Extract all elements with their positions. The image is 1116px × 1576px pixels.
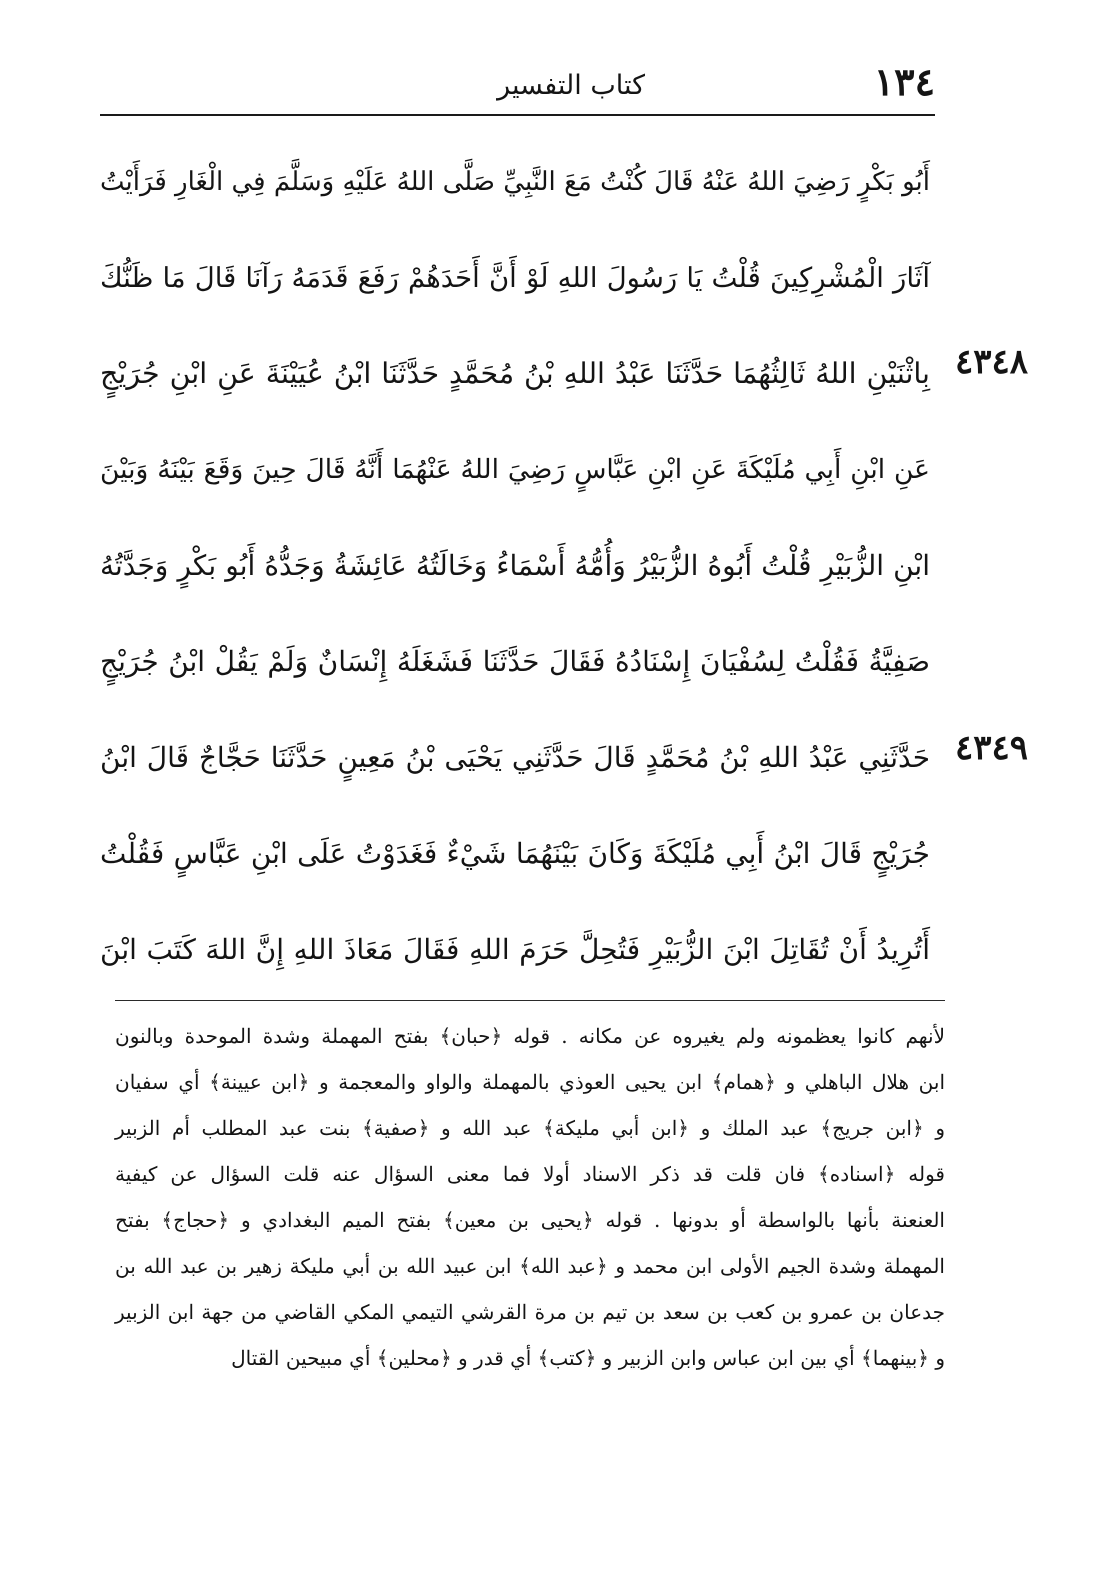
footnote-line: و ﴿ابن جريج﴾ عبد الملك و ﴿ابن أبي مليكة﴾ عبد الله و ﴿صفية﴾ بنت عبد المطلب أم الزبير	[115, 1116, 945, 1140]
text-line: أَبُو بَكْرٍ رَضِيَ اللهُ عَنْهُ قَالَ كُنْتُ مَعَ النَّبِيِّ صَلَّى اللهُ عَلَيْهِ وَسَلَّمَ فِي الْغَارِ فَرَأَيْتُ	[100, 167, 930, 197]
header-rule	[100, 114, 935, 116]
footnote-line: المهملة وشدة الجيم الأولى ابن محمد و ﴿عبد الله﴾ ابن عبيد الله بن أبي مليكة زهير بن عبد الله بن	[115, 1254, 945, 1278]
footnote-line: ابن هلال الباهلي و ﴿همام﴾ ابن يحيى العوذي بالمهملة والواو والمعجمة و ﴿ابن عيينة﴾ أي سفيان	[115, 1070, 945, 1094]
footnote-line: لأنهم كانوا يعظمونه ولم يغيروه عن مكانه . قوله ﴿حبان﴾ بفتح المهملة وشدة الموحدة وبالنون	[115, 1024, 945, 1048]
text-line: ابْنِ الزُّبَيْرِ قُلْتُ أَبُوهُ الزُّبَيْرُ وَأُمُّهُ أَسْمَاءُ وَخَالَتُهُ عَائِشَةُ وَجَدُّهُ أَبُو بَكْرٍ وَجَدَّتُهُ	[100, 549, 930, 582]
hadith-number-4348: ٤٣٤٨	[955, 342, 1029, 382]
footnote-line: قوله ﴿اسناده﴾ فان قلت قد ذكر الاسناد أولا فما معنى السؤال عنه قلت السؤال عن كيفية	[115, 1162, 945, 1186]
text-line: حَدَّثَنِي عَبْدُ اللهِ بْنُ مُحَمَّدٍ قَالَ حَدَّثَنِي يَحْيَى بْنُ مَعِينٍ حَدَّثَنَا حَجَّاجٌ قَالَ ابْنُ	[100, 741, 930, 774]
running-title: كتاب التفسير	[497, 70, 645, 101]
text-line: آثَارَ الْمُشْرِكِينَ قُلْتُ يَا رَسُولَ اللهِ لَوْ أَنَّ أَحَدَهُمْ رَفَعَ قَدَمَهُ رَآنَا قَالَ مَا ظَنُّكَ	[100, 262, 930, 294]
footnote-line: و ﴿بينهما﴾ أي بين ابن عباس وابن الزبير و ﴿كتب﴾ أي قدر و ﴿محلين﴾ أي مبيحين القتال	[231, 1346, 945, 1370]
page-header	[100, 59, 935, 108]
page-number: ١٣٤	[873, 59, 935, 104]
text-line: بِاثْنَيْنِ اللهُ ثَالِثُهُمَا حَدَّثَنَا عَبْدُ اللهِ بْنُ مُحَمَّدٍ حَدَّثَنَا ابْنُ عُيَيْنَةَ عَنِ ابْنِ جُرَيْجٍ	[100, 357, 930, 390]
text-line: أَتُرِيدُ أَنْ تُقَاتِلَ ابْنَ الزُّبَيْرِ فَتُحِلَّ حَرَمَ اللهِ فَقَالَ مَعَاذَ اللهِ إِنَّ اللهَ كَتَبَ ابْنَ	[100, 933, 930, 966]
text-line: صَفِيَّةُ فَقُلْتُ لِسُفْيَانَ إِسْنَادُهُ فَقَالَ حَدَّثَنَا فَشَغَلَهُ إِنْسَانٌ وَلَمْ يَقُلْ ابْنُ جُرَيْجٍ	[100, 645, 930, 678]
footnote-rule	[115, 1000, 945, 1001]
hadith-number-4349: ٤٣٤٩	[955, 728, 1029, 768]
text-line: جُرَيْجٍ قَالَ ابْنُ أَبِي مُلَيْكَةَ وَكَانَ بَيْنَهُمَا شَيْءٌ فَغَدَوْتُ عَلَى ابْنِ عَبَّاسٍ فَقُلْتُ	[100, 837, 930, 870]
text-line: عَنِ ابْنِ أَبِي مُلَيْكَةَ عَنِ ابْنِ عَبَّاسٍ رَضِيَ اللهُ عَنْهُمَا أَنَّهُ قَالَ حِينَ وَقَعَ بَيْنَهُ وَبَيْنَ	[100, 454, 930, 485]
footnote-line: العنعنة بأنها بالواسطة أو بدونها . قوله ﴿يحيى بن معين﴾ بفتح الميم البغدادي و ﴿حجاج﴾ بفتح	[115, 1208, 945, 1232]
footnote-line: جدعان بن عمرو بن كعب بن سعد بن تيم بن مرة القرشي التيمي المكي القاضي من جهة ابن الزبير	[115, 1300, 945, 1324]
